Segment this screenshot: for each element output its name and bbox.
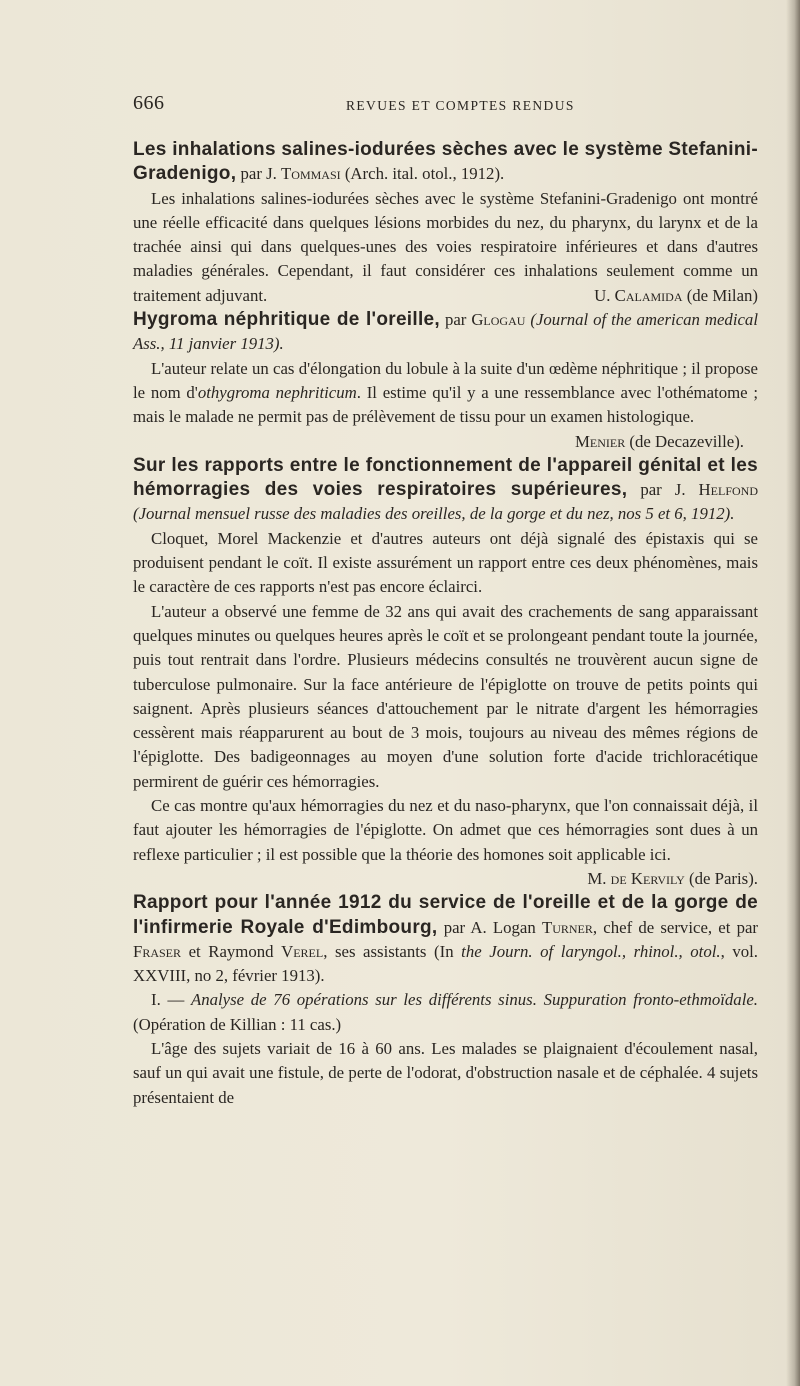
author-name: Helfond [698, 480, 758, 500]
article-paragraph: L'auteur a observé une femme de 32 ans qui avait des crachements de sang apparaissant quelques minutes ou quelques heures après le coït et se prolongeant pendant toute la journée, puis tout rentrait dans l'ordre. Plusieurs médecins consultés ne trouvèrent aucun signe de tuberculose pulmonaire. Sur la face antérieure de l'épiglotte on trouve de petits points qui saignent. Après plusieurs séances d'attouchement par le nitrate d'argent les hémorragies cessèrent mais réapparurent au bout de 3 mois, toujours au niveau des mêmes régions de l'épiglotte. Des badigeonnages au moyen d'une solution forte d'acide trichloracétique permirent de guérir ces hémorragies. [133, 601, 758, 791]
author-name: Turner [541, 917, 593, 937]
source-citation: (Journal of the american medical Ass., 11 janvier 1913). [133, 310, 758, 354]
article-title: Sur les rapports entre le fonctionnement de l'appareil génital et les hémorragies des voies respiratoires supérieures, [133, 454, 758, 501]
section-heading: I. — Analyse de 76 opérations sur les différents sinus. Suppuration fronto-ethmoïdale. (Opération de Killian : 11 cas.) [133, 990, 758, 1034]
reviewer-signature: U. Calamida (de Milan) [594, 285, 758, 305]
author-name: Glogau [471, 310, 526, 330]
article-title: Rapport pour l'année 1912 du service de l'oreille et de la gorge de l'infirmerie Royale d'Edimbourg, [133, 892, 758, 938]
article-turner: Rapport pour l'année 1912 du service de l'oreille et de la gorge de l'infirmerie Royale d'Edimbourg, par A. Logan Turner, chef de service, et par Fraser et Raymond Verel, ses assistants (In the Journ. of laryngol., rhinol., otol., vol. XXVIII, no 2, février 1913). [133, 892, 758, 986]
article-paragraph: L'âge des sujets variait de 16 à 60 ans. Les malades se plaignaient d'écoulement nasal, sauf un qui avait une fistule, de perte de l'odorat, d'obstruction nasale et de céphalée. 4 sujets présentaient de [133, 1038, 758, 1107]
article-paragraph: Cloquet, Morel Mackenzie et d'autres auteurs ont déjà signalé des épistaxis qui se produisent pendant le coït. Il existe assurément un rapport entre ces deux phénomènes, mais le caractère de ces rapports n'est pas encore éclairci. [133, 528, 758, 597]
author-name: Verel [281, 941, 324, 961]
source-citation: (Journal mensuel russe des maladies des oreilles, de la gorge et du nez, nos 5 et 6, 1912). [133, 504, 735, 524]
author-name: Fraser [133, 941, 182, 961]
latin-term: othygroma nephriticum [197, 382, 357, 402]
reviewer-signature: M. de Kervily (de Paris). [587, 868, 758, 888]
article-body: L'auteur relate un cas d'élongation du lobule à la suite d'un œdème néphritique ; il propose le nom d'othygroma nephriticum. Il estime qu'il y a une ressemblance avec l'othématome ; mais le malade ne permit pas de prélèvement de tissu pour un examen histologique. [133, 358, 759, 427]
author-name: Tommasi [281, 164, 341, 184]
page-edge-shadow [786, 0, 800, 1386]
article-helfond: Sur les rapports entre le fonctionnement de l'appareil génital et les hémorragies des voies respiratoires supérieures, par J. Helfond (Journal mensuel russe des maladies des oreilles, de la gorge et du nez, nos 5 et 6, 1912). [133, 454, 758, 524]
journal-name: the Journ. of laryngol., rhinol., otol. [461, 941, 721, 961]
article-paragraph: Ce cas montre qu'aux hémorragies du nez et du naso-pharynx, que l'on connaissait déjà, il faut ajouter les hémorragies de l'épiglotte. On admet que ces hémorragies sont dues à un reflexe particulier ; il est possible que la théorie des homones soit applicable ici. M. de Kervily (de Paris). [133, 794, 758, 867]
article-title: Les inhalations salines-iodurées sèches avec le système Stefanini-Gradenigo, [133, 139, 758, 185]
article-glogau: Hygroma néphritique de l'oreille, par Glogau (Journal of the american medical Ass., 11 janvier 1913). [133, 309, 758, 354]
reviewer-signature: Menier (de Decazeville). [574, 431, 744, 451]
article-title: Hygroma néphritique de l'oreille, [133, 309, 440, 331]
article-body: Les inhalations salines-iodurées sèches avec le système Stefanini-Gradenigo ont montré une réelle efficacité dans quelques lésions morbides du nez, du pharynx, du larynx et de la trachée ainsi qui dans quelques-unes des voies respiratoire inférieures et dans d'autres maladies générales. Cependant, il faut considérer ces inhalations seulement comme un traitement adjuvant. U. Calamida (de Milan) [133, 187, 758, 308]
page-body [133, 138, 758, 1110]
running-head: REVUES ET COMPTES RENDUS [346, 98, 575, 113]
page-number: 666 [133, 92, 165, 114]
page-header [133, 92, 758, 116]
source-citation: (Arch. ital. otol., 1912). [340, 164, 505, 184]
article-tommasi: Les inhalations salines-iodurées sèches avec le système Stefanini-Gradenigo, par J. Tommasi (Arch. ital. otol., 1912). [133, 139, 758, 185]
source-citation: , vol. XXVIII, no 2, février 1913). [133, 941, 758, 986]
